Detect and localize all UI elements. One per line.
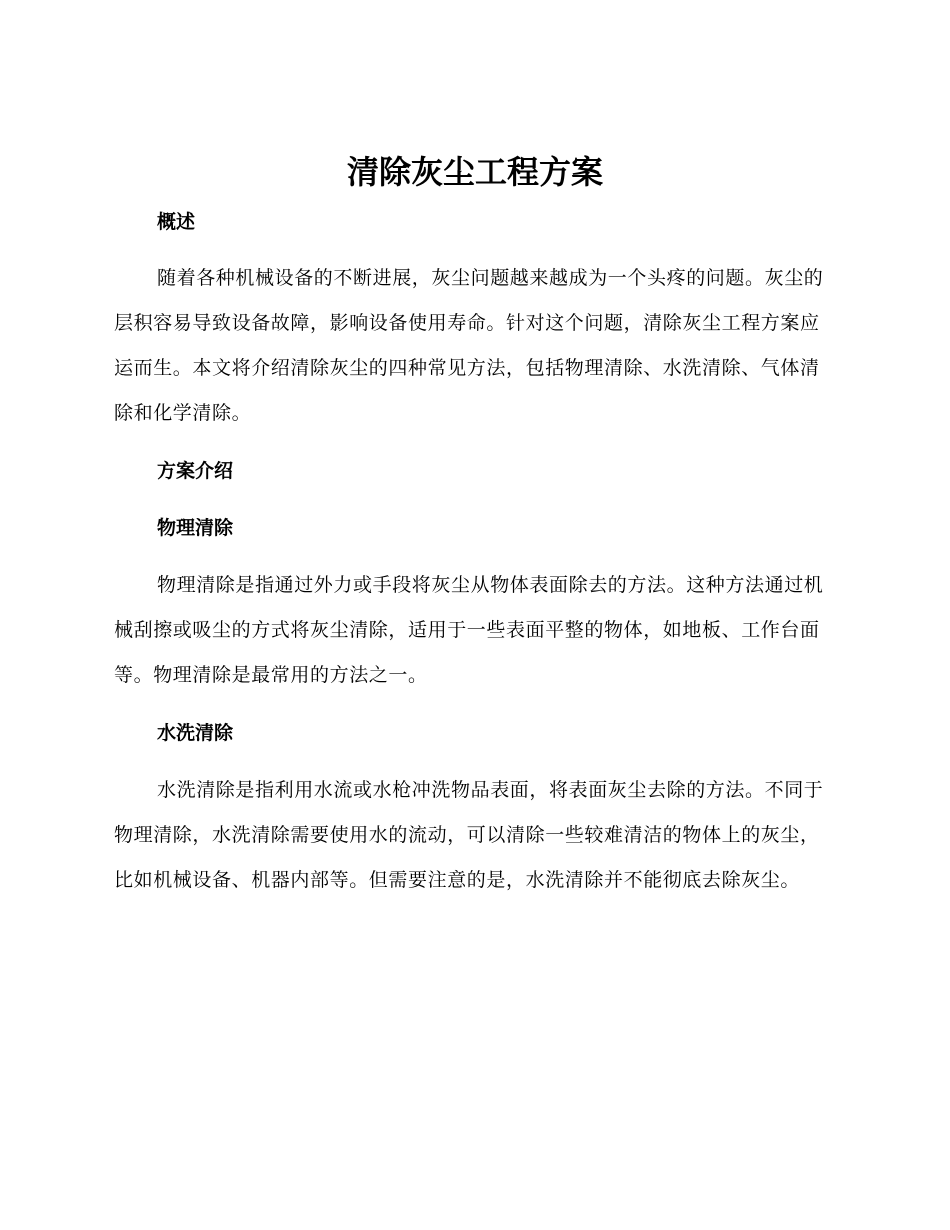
overview-heading: 概述: [157, 211, 196, 233]
water-cleaning-heading: 水洗清除: [157, 722, 234, 744]
physical-cleaning-paragraph: 物理清除是指通过外力或手段将灰尘从物体表面除去的方法。这种方法通过机械刮擦或吸尘的方式将灰尘清除，适用于一些表面平整的物体，如地板、工作台面等。物理清除是最常用的方法之一。: [114, 574, 824, 686]
overview-paragraph: 随着各种机械设备的不断进展，灰尘问题越来越成为一个头疼的问题。灰尘的层积容易导致设备故障，影响设备使用寿命。针对这个问题，清除灰尘工程方案应运而生。本文将介绍清除灰尘的四种常见方法，包括物理清除、水洗清除、气体清除和化学清除。: [114, 267, 824, 424]
physical-cleaning-heading: 物理清除: [157, 517, 234, 539]
plan-intro-heading: 方案介绍: [157, 460, 234, 482]
water-cleaning-paragraph: 水洗清除是指利用水流或水枪冲洗物品表面，将表面灰尘去除的方法。不同于物理清除，水洗清除需要使用水的流动，可以清除一些较难清洁的物体上的灰尘，比如机械设备、机器内部等。但需要注意的是，水洗清除并不能彻底去除灰尘。: [114, 779, 824, 891]
document-title: 清除灰尘工程方案: [346, 153, 603, 191]
